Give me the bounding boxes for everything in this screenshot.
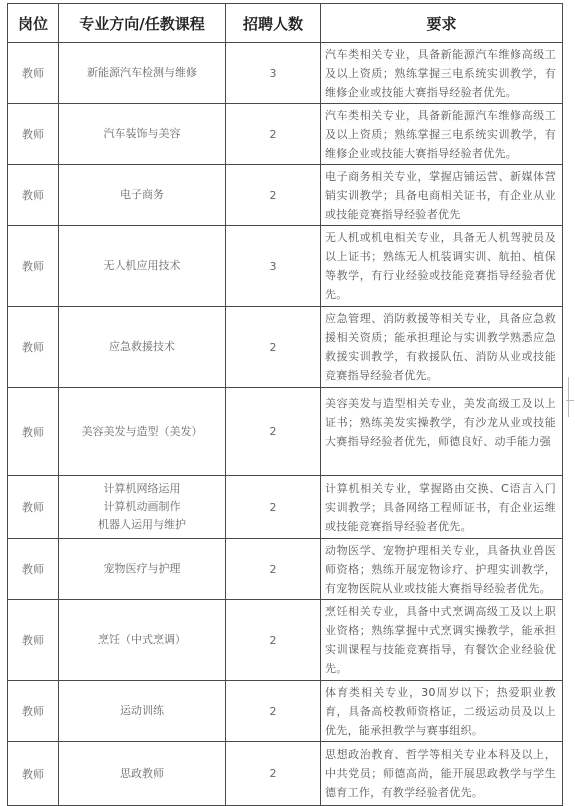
table-row xyxy=(8,539,563,600)
cell-position: 教师 xyxy=(8,681,59,742)
cell-count: 2 xyxy=(226,388,321,476)
cell-course: 思政教师 xyxy=(59,742,226,806)
requirements-text: 汽车类相关专业，具备新能源汽车维修高级工及以上资质；熟练掌握三电系统实训教学，有维修企业或技能大赛指导经验者优先。 xyxy=(325,108,556,160)
recruitment-table xyxy=(7,3,563,806)
requirements-text: 汽车类相关专业，具备新能源汽车维修高级工及以上资质；熟练掌握三电系统实训教学，有维修企业或技能大赛指导经验者优先。 xyxy=(325,47,556,99)
table-row xyxy=(8,600,563,681)
cell-count: 2 xyxy=(226,476,321,539)
cell-requirements xyxy=(321,600,563,681)
table-row xyxy=(8,742,563,806)
cell-position: 教师 xyxy=(8,742,59,806)
table-row xyxy=(8,43,563,104)
cell-requirements xyxy=(321,742,563,806)
cell-course: 无人机应用技术 xyxy=(59,226,226,307)
cell-course: 计算机网络运用 计算机动画制作 机器人运用与维护 xyxy=(59,476,226,539)
cell-position: 教师 xyxy=(8,307,59,388)
cell-requirements xyxy=(321,681,563,742)
header-row xyxy=(8,4,563,43)
table-row xyxy=(8,165,563,226)
header-count: 招聘人数 xyxy=(226,4,321,43)
cell-course: 美容美发与造型（美发） xyxy=(59,388,226,476)
cell-course: 宠物医疗与护理 xyxy=(59,539,226,600)
cell-position: 教师 xyxy=(8,600,59,681)
cell-count: 2 xyxy=(226,681,321,742)
cell-course: 运动训练 xyxy=(59,681,226,742)
cell-course: 电子商务 xyxy=(59,165,226,226)
requirements-text: 烹饪相关专业，具备中式烹调高级工及以上职业资格；熟练掌握中式烹调实操教学，能承担实训课程与技能竞赛指导，有餐饮企业经验优先。 xyxy=(325,605,556,675)
requirements-text: 体育类相关专业，30周岁以下；热爱职业教育，具备高校教师资格证，二级运动员及以上优先，能承担教学与赛事组织。 xyxy=(325,685,556,737)
cell-course: 烹饪（中式烹调） xyxy=(59,600,226,681)
table-row xyxy=(8,388,563,476)
cell-requirements xyxy=(321,165,563,226)
cell-position: 教师 xyxy=(8,165,59,226)
requirements-text: 应急管理、消防救援等相关专业，具备应急救援相关资质；能承担理论与实训教学熟悉应急救援实训教学，有救援队伍、消防从业或技能竞赛指导经验者优先。 xyxy=(325,312,556,382)
header-requirements: 要求 xyxy=(321,4,563,43)
table-row xyxy=(8,681,563,742)
header-course: 专业方向/任教课程 xyxy=(59,4,226,43)
requirements-text: 电子商务相关专业，掌握店铺运营、新媒体营销实训教学；具备电商相关证书，有企业从业或技能竞赛指导经验者优先 xyxy=(325,169,556,221)
cell-count: 2 xyxy=(226,600,321,681)
cell-position: 教师 xyxy=(8,104,59,165)
header-position: 岗位 xyxy=(8,4,59,43)
cell-position: 教师 xyxy=(8,226,59,307)
cell-requirements xyxy=(321,476,563,539)
cell-count: 2 xyxy=(226,742,321,806)
requirements-text: 无人机或机电相关专业，具备无人机驾驶员及以上证书；熟练无人机装调实训、航拍、植保等教学，有行业经验或技能竞赛指导经验者优先。 xyxy=(325,231,556,301)
page-edge-mark xyxy=(568,377,575,417)
cell-course: 新能源汽车检测与维修 xyxy=(59,43,226,104)
requirements-text: 动物医学、宠物护理相关专业，具备执业兽医师资格；熟练开展宠物诊疗、护理实训教学，有宠物医院从业或技能大赛指导经验者优先。 xyxy=(325,543,556,595)
cell-position: 教师 xyxy=(8,388,59,476)
table-row xyxy=(8,476,563,539)
requirements-text: 计算机相关专业，掌握路由交换、C语言入门实训教学；具备网络工程师证书，有企业运维或技能竞赛指导经验者优先。 xyxy=(325,481,556,533)
cell-count: 2 xyxy=(226,539,321,600)
requirements-text: 思想政治教育、哲学等相关专业本科及以上，中共党员；师德高尚，能开展思政教学与学生德育工作，有教学经验者优先。 xyxy=(325,748,556,799)
requirements-text: 美容美发与造型相关专业，美发高级工及以上证书；熟练美发实操教学，有沙龙从业或技能大赛指导经验者优先，师德良好、动手能力强 xyxy=(325,396,556,448)
page-edge-tick xyxy=(566,400,574,401)
cell-count: 3 xyxy=(226,226,321,307)
cell-requirements xyxy=(321,539,563,600)
cell-count: 2 xyxy=(226,165,321,226)
cell-requirements xyxy=(321,43,563,104)
cell-position: 教师 xyxy=(8,539,59,600)
cell-requirements xyxy=(321,307,563,388)
cell-requirements xyxy=(321,388,563,476)
table-row xyxy=(8,307,563,388)
table-row xyxy=(8,104,563,165)
cell-count: 2 xyxy=(226,307,321,388)
cell-course: 应急救援技术 xyxy=(59,307,226,388)
cell-requirements xyxy=(321,104,563,165)
cell-requirements xyxy=(321,226,563,307)
cell-position: 教师 xyxy=(8,476,59,539)
table-row xyxy=(8,226,563,307)
cell-position: 教师 xyxy=(8,43,59,104)
cell-count: 3 xyxy=(226,43,321,104)
cell-count: 2 xyxy=(226,104,321,165)
cell-course: 汽车装饰与美容 xyxy=(59,104,226,165)
